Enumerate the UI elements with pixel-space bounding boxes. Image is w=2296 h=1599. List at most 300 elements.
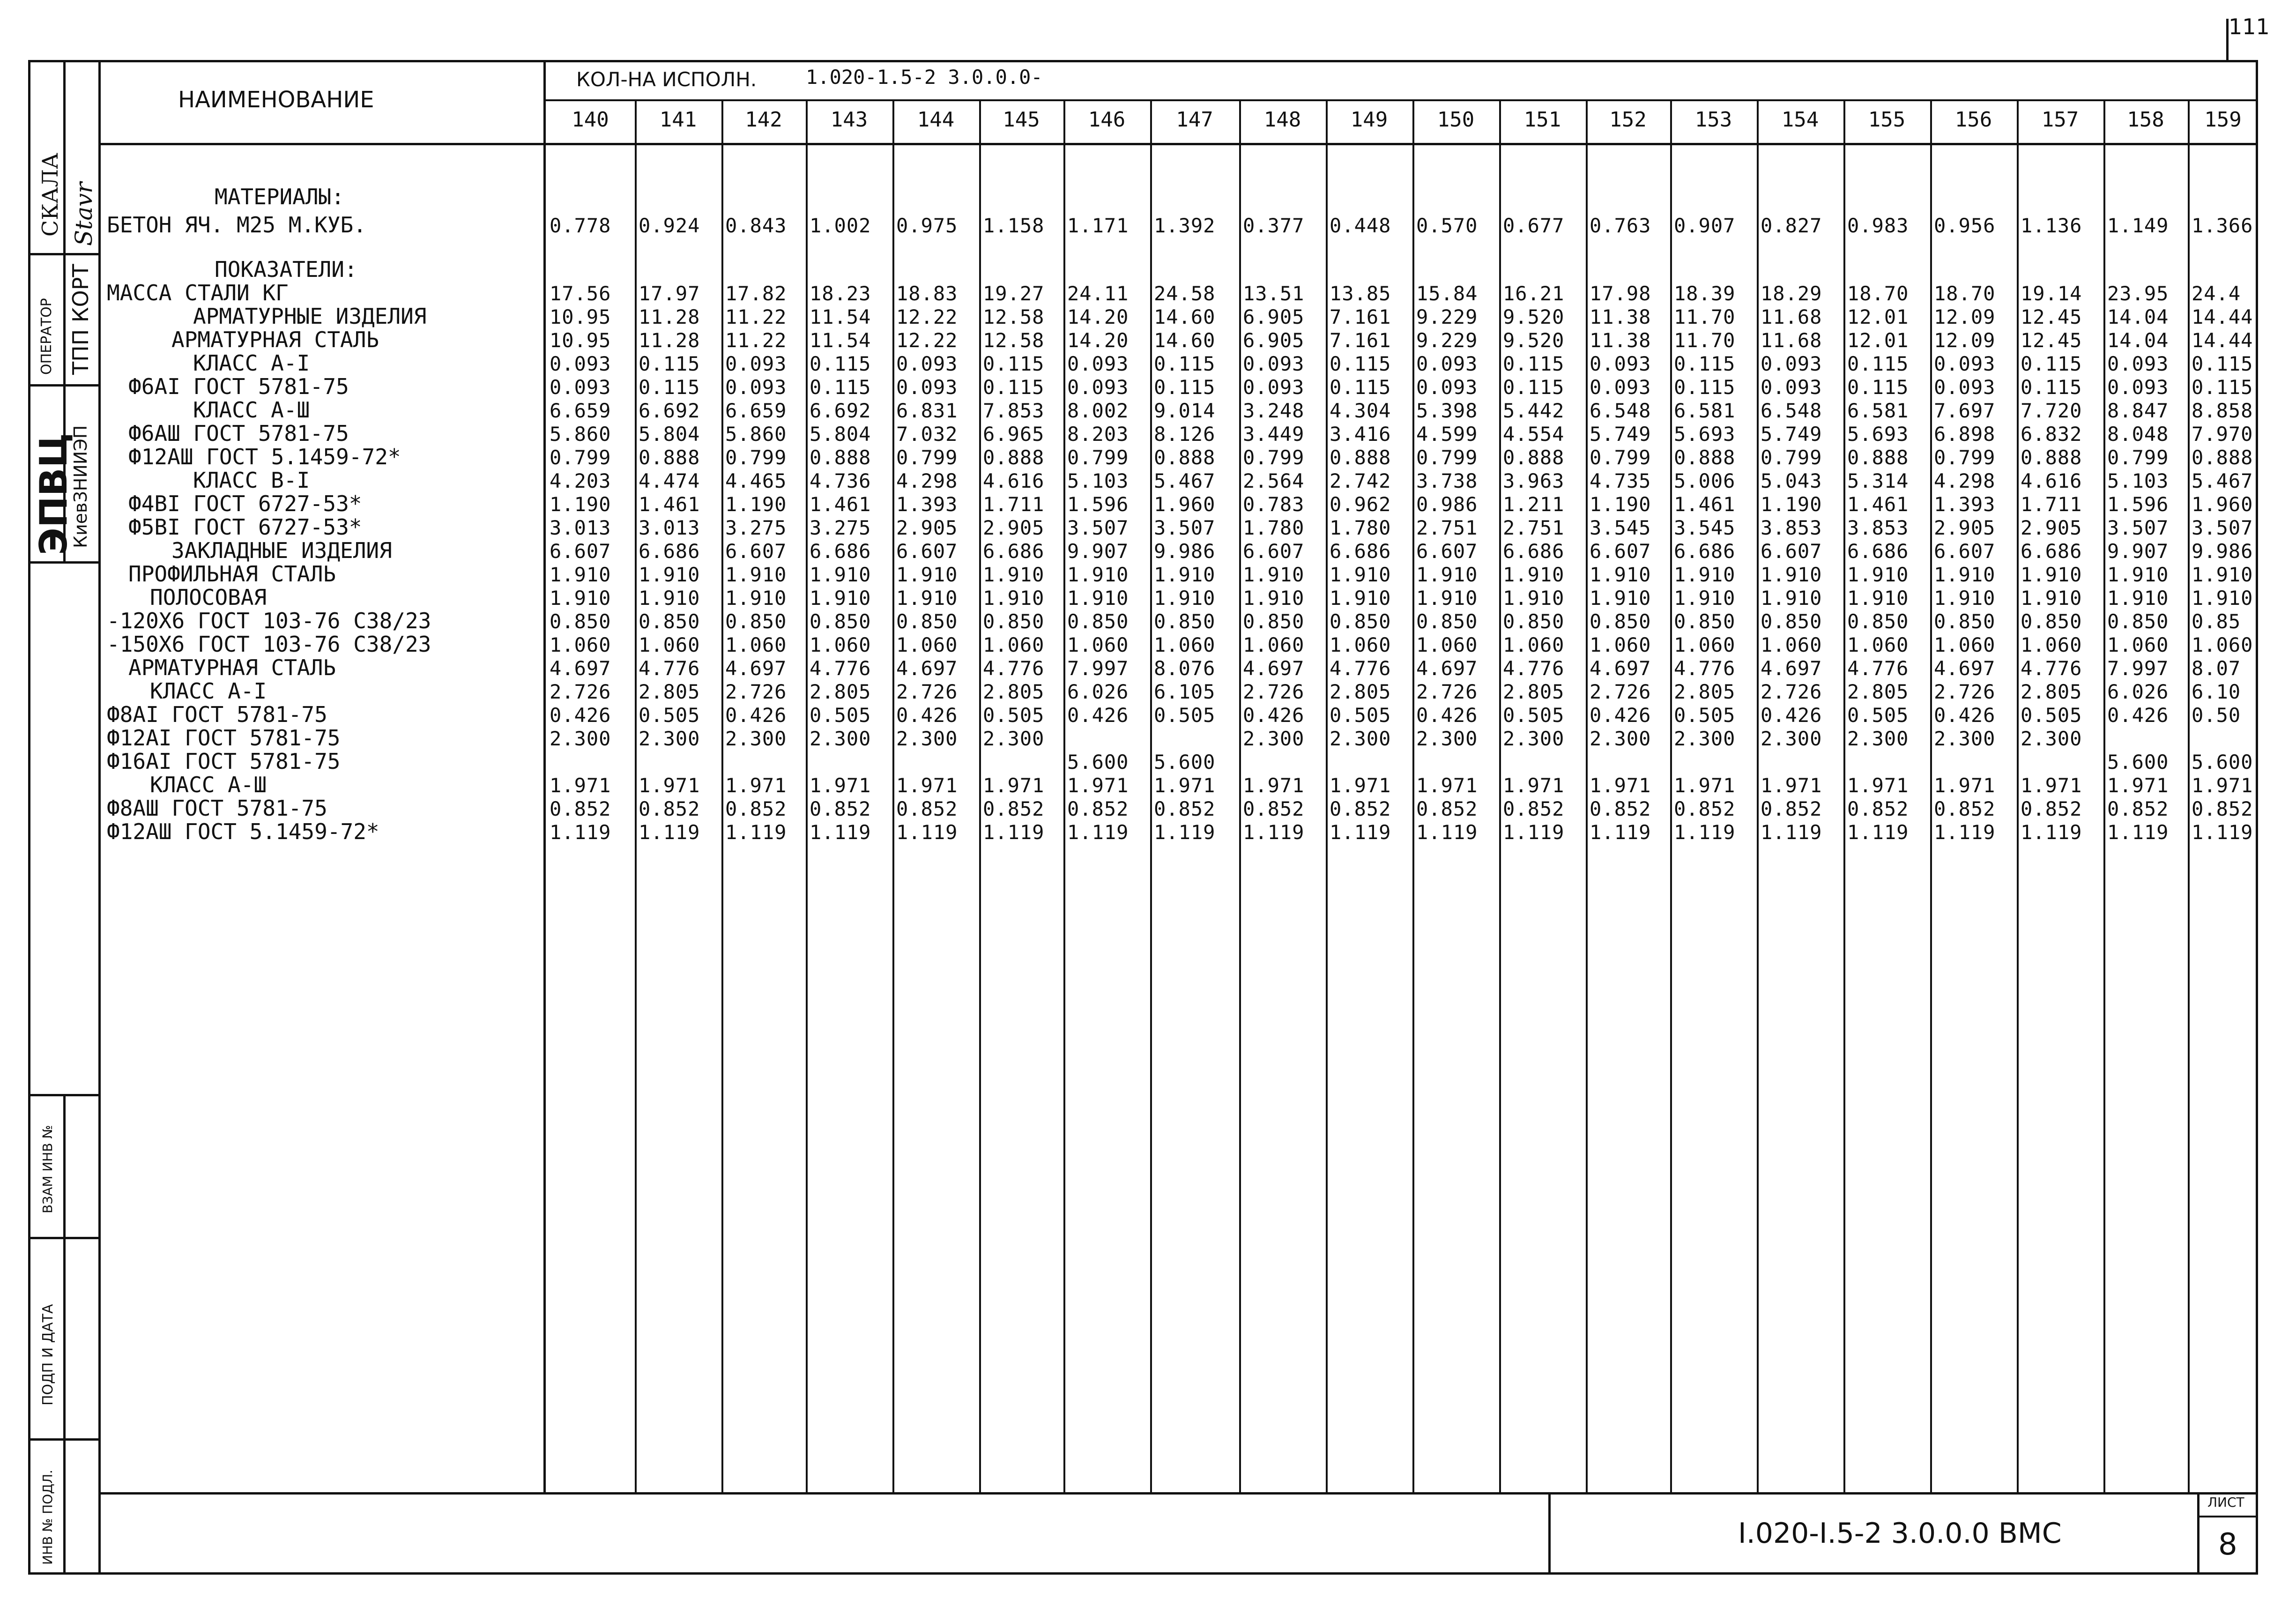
value-cell: 0.956	[1934, 214, 1996, 237]
column-number: 152	[1609, 108, 1647, 132]
value-cell: 1.910	[639, 587, 700, 610]
value-cell: 1.910	[896, 587, 958, 610]
value-cell: 6.832	[2021, 423, 2082, 446]
value-cell: 4.697	[1416, 657, 1478, 680]
row-label: Ф8АI ГОСТ 5781-75	[107, 702, 327, 727]
value-cell: 1.910	[983, 587, 1045, 610]
value-cell: 0.799	[725, 446, 787, 469]
value-cell: 2.300	[1934, 727, 1996, 750]
value-cell: 1.060	[1503, 633, 1565, 656]
value-cell: 6.607	[1416, 540, 1478, 563]
column-line	[1063, 99, 1065, 1492]
value-cell: 6.692	[639, 399, 700, 422]
value-cell: 3.248	[1243, 399, 1305, 422]
value-cell: 5.600	[2192, 751, 2253, 773]
value-cell: 5.804	[810, 423, 871, 446]
value-cell: 5.860	[550, 423, 611, 446]
value-cell: 0.888	[2192, 446, 2253, 469]
value-cell: 1.971	[1761, 774, 1822, 797]
value-cell: 1.190	[725, 493, 787, 516]
value-cell: 0.850	[639, 610, 700, 633]
value-cell: 6.607	[896, 540, 958, 563]
value-cell: 6.831	[896, 399, 958, 422]
value-cell: 0.799	[550, 446, 611, 469]
stamp-sep-6	[28, 1438, 101, 1441]
value-cell: 15.84	[1416, 282, 1478, 305]
value-cell: 1.119	[1416, 821, 1478, 844]
value-cell: 5.600	[1067, 751, 1129, 773]
value-cell: 2.805	[1674, 680, 1736, 703]
value-cell: 5.804	[639, 423, 700, 446]
column-line	[1586, 99, 1588, 1492]
value-cell: 2.300	[896, 727, 958, 750]
value-cell: 1.910	[725, 563, 787, 586]
value-cell: 4.697	[1243, 657, 1305, 680]
value-cell: 1.910	[1243, 563, 1305, 586]
value-cell: 0.850	[1590, 610, 1651, 633]
value-cell: 1.461	[639, 493, 700, 516]
value-cell: 2.726	[1243, 680, 1305, 703]
value-cell: 0.505	[810, 704, 871, 727]
value-cell: 0.093	[1416, 376, 1478, 399]
value-cell: 1.060	[1674, 633, 1736, 656]
value-cell: 0.850	[1067, 610, 1129, 633]
value-cell: 6.581	[1674, 399, 1736, 422]
value-cell: 0.888	[1847, 446, 1909, 469]
value-cell: 4.465	[725, 469, 787, 492]
value-cell: 18.70	[1847, 282, 1909, 305]
value-cell: 0.115	[1154, 376, 1216, 399]
value-cell: 1.060	[639, 633, 700, 656]
value-cell: 4.554	[1503, 423, 1565, 446]
value-cell: 1.780	[1243, 516, 1305, 539]
column-line	[2017, 99, 2019, 1492]
value-cell: 2.300	[550, 727, 611, 750]
value-cell: 1.060	[2021, 633, 2082, 656]
value-cell: 0.850	[810, 610, 871, 633]
value-cell: 0.505	[2021, 704, 2082, 727]
value-cell: 6.965	[983, 423, 1045, 446]
value-cell: 2.805	[1503, 680, 1565, 703]
margin-inv-podl: ИНВ № ПОДЛ.	[40, 1469, 55, 1565]
value-cell: 1.910	[810, 587, 871, 610]
value-cell: 1.119	[1847, 821, 1909, 844]
value-cell: 1.060	[896, 633, 958, 656]
row-label: -120Х6 ГОСТ 103-76 С38/23	[107, 608, 431, 633]
value-cell: 1.910	[896, 563, 958, 586]
value-cell: 0.850	[725, 610, 787, 633]
value-cell: 16.21	[1503, 282, 1565, 305]
value-cell: 0.852	[983, 797, 1045, 820]
value-cell: 12.45	[2021, 329, 2082, 352]
value-cell: 0.115	[1847, 376, 1909, 399]
value-cell: 7.697	[1934, 399, 1996, 422]
row-label: ПРОФИЛЬНАЯ СТАЛЬ	[128, 561, 336, 587]
value-cell: 17.82	[725, 282, 787, 305]
value-cell: 0.115	[1154, 352, 1216, 375]
value-cell: 2.751	[1416, 516, 1478, 539]
value-cell: 17.97	[639, 282, 700, 305]
column-number: 146	[1088, 108, 1126, 132]
value-cell: 6.686	[1674, 540, 1736, 563]
value-cell: 14.20	[1067, 329, 1129, 352]
value-cell: 14.60	[1154, 329, 1216, 352]
value-cell: 1.910	[1416, 587, 1478, 610]
value-cell: 14.20	[1067, 305, 1129, 328]
value-cell: 13.85	[1330, 282, 1391, 305]
value-cell: 1.119	[1761, 821, 1822, 844]
value-cell: 8.07	[2192, 657, 2241, 680]
value-cell: 0.093	[1067, 352, 1129, 375]
value-cell: 1.910	[1847, 563, 1909, 586]
title-block-divider	[1548, 1492, 1551, 1575]
value-cell: 0.093	[550, 352, 611, 375]
value-cell: 1.392	[1154, 214, 1216, 237]
value-cell: 1.461	[810, 493, 871, 516]
value-cell: 7.997	[2107, 657, 2169, 680]
value-cell: 1.971	[2021, 774, 2082, 797]
value-cell: 1.711	[2021, 493, 2082, 516]
value-cell: 0.115	[1503, 376, 1565, 399]
value-cell: 0.85	[2192, 610, 2241, 633]
value-cell: 1.910	[1934, 563, 1996, 586]
value-cell: 12.01	[1847, 305, 1909, 328]
value-cell: 0.093	[896, 352, 958, 375]
value-cell: 0.115	[1847, 352, 1909, 375]
value-cell: 1.971	[1330, 774, 1391, 797]
value-cell: 18.70	[1934, 282, 1996, 305]
value-cell: 1.971	[2192, 774, 2253, 797]
value-cell: 1.149	[2107, 214, 2169, 237]
value-cell: 5.314	[1847, 469, 1909, 492]
value-cell: 2.300	[725, 727, 787, 750]
value-cell: 0.093	[1243, 352, 1305, 375]
value-cell: 0.115	[1330, 376, 1391, 399]
value-cell: 2.564	[1243, 469, 1305, 492]
value-cell: 14.44	[2192, 329, 2253, 352]
row-label: Ф4ВI ГОСТ 6727-53*	[128, 491, 362, 516]
value-cell: 1.119	[639, 821, 700, 844]
value-cell: 3.416	[1330, 423, 1391, 446]
value-cell: 2.300	[639, 727, 700, 750]
value-cell: 1.910	[550, 587, 611, 610]
column-number: 153	[1694, 108, 1732, 132]
stamp-sep-5	[28, 1237, 101, 1239]
value-cell: 0.093	[2107, 352, 2169, 375]
margin-vzam: ВЗАМ ИНВ №	[40, 1125, 55, 1213]
value-cell: 5.442	[1503, 399, 1565, 422]
value-cell: 5.006	[1674, 469, 1736, 492]
margin-outer-line	[98, 60, 101, 1575]
value-cell: 17.98	[1590, 282, 1651, 305]
value-cell: 1.136	[2021, 214, 2082, 237]
value-cell: 3.013	[550, 516, 611, 539]
value-cell: 4.697	[896, 657, 958, 680]
value-cell: 0.888	[983, 446, 1045, 469]
value-cell: 0.850	[1934, 610, 1996, 633]
value-cell: 1.119	[1674, 821, 1736, 844]
value-cell: 0.093	[1761, 376, 1822, 399]
value-cell: 9.229	[1416, 329, 1478, 352]
value-cell: 2.805	[639, 680, 700, 703]
value-cell: 0.377	[1243, 214, 1305, 237]
value-cell: 7.032	[896, 423, 958, 446]
column-line	[1757, 99, 1759, 1492]
value-cell: 10.95	[550, 329, 611, 352]
value-cell: 1.971	[1934, 774, 1996, 797]
value-cell: 5.398	[1416, 399, 1478, 422]
sheet-box-left	[2197, 1492, 2199, 1575]
value-cell: 4.776	[639, 657, 700, 680]
value-cell: 4.776	[983, 657, 1045, 680]
value-cell: 11.68	[1761, 305, 1822, 328]
value-cell: 3.275	[725, 516, 787, 539]
value-cell: 0.505	[1503, 704, 1565, 727]
value-cell: 7.161	[1330, 329, 1391, 352]
value-cell: 1.971	[725, 774, 787, 797]
value-cell: 0.852	[2021, 797, 2082, 820]
value-cell: 2.726	[1416, 680, 1478, 703]
value-cell: 0.505	[1154, 704, 1216, 727]
value-cell: 2.905	[1934, 516, 1996, 539]
value-cell: 1.190	[1590, 493, 1651, 516]
value-cell: 6.905	[1243, 329, 1305, 352]
value-cell: 0.888	[1154, 446, 1216, 469]
value-cell: 12.22	[896, 329, 958, 352]
stamp-kiev: КиевЗНИИЭП	[70, 425, 91, 548]
row-label: Ф16АI ГОСТ 5781-75	[107, 749, 341, 774]
value-cell: 5.749	[1590, 423, 1651, 446]
value-cell: 23.95	[2107, 282, 2169, 305]
value-cell: 1.971	[639, 774, 700, 797]
row-label: МАССА СТАЛИ КГ	[107, 280, 289, 305]
value-cell: 6.905	[1243, 305, 1305, 328]
value-cell: 1.119	[2192, 821, 2253, 844]
value-cell: 1.119	[1243, 821, 1305, 844]
value-cell: 2.805	[1330, 680, 1391, 703]
value-cell: 1.366	[2192, 214, 2253, 237]
column-number: 155	[1868, 108, 1906, 132]
stamp-signature: Stavr	[70, 182, 97, 246]
value-cell: 1.910	[2107, 563, 2169, 586]
value-cell: 0.850	[1503, 610, 1565, 633]
column-number: 159	[2204, 108, 2242, 132]
value-cell: 2.742	[1330, 469, 1391, 492]
value-cell: 1.119	[725, 821, 787, 844]
value-cell: 5.467	[1154, 469, 1216, 492]
value-cell: 0.799	[1416, 446, 1478, 469]
value-cell: 11.68	[1761, 329, 1822, 352]
value-cell: 4.776	[810, 657, 871, 680]
value-cell: 0.115	[639, 376, 700, 399]
column-line	[892, 99, 894, 1492]
value-cell: 6.686	[983, 540, 1045, 563]
value-cell: 1.910	[1847, 587, 1909, 610]
value-cell: 1.910	[1761, 563, 1822, 586]
value-cell: 1.971	[1154, 774, 1216, 797]
value-cell: 0.852	[1847, 797, 1909, 820]
column-number: 150	[1437, 108, 1475, 132]
stamp-sep-1	[28, 253, 101, 255]
row-label: Ф6АШ ГОСТ 5781-75	[128, 421, 349, 446]
value-cell: 1.910	[1154, 587, 1216, 610]
value-cell: 0.426	[896, 704, 958, 727]
row-label: Ф12АI ГОСТ 5781-75	[107, 725, 341, 751]
value-cell: 1.960	[2192, 493, 2253, 516]
sheet-number: 8	[2218, 1527, 2237, 1562]
value-cell: 1.461	[1847, 493, 1909, 516]
value-cell: 2.805	[810, 680, 871, 703]
value-cell: 11.70	[1674, 329, 1736, 352]
value-cell: 1.190	[1761, 493, 1822, 516]
value-cell: 1.910	[2192, 563, 2253, 586]
value-cell: 6.686	[1330, 540, 1391, 563]
column-line	[1239, 99, 1241, 1492]
value-cell: 12.58	[983, 329, 1045, 352]
value-cell: 0.093	[1761, 352, 1822, 375]
value-cell: 11.54	[810, 329, 871, 352]
page-number-tick	[2226, 19, 2229, 61]
value-cell: 8.126	[1154, 423, 1216, 446]
value-cell: 6.686	[810, 540, 871, 563]
value-cell: 0.115	[1674, 352, 1736, 375]
value-cell: 0.677	[1503, 214, 1565, 237]
value-cell: 1.910	[810, 563, 871, 586]
value-cell: 3.507	[1067, 516, 1129, 539]
value-cell: 6.548	[1590, 399, 1651, 422]
value-cell: 6.692	[810, 399, 871, 422]
value-cell: 9.907	[2107, 540, 2169, 563]
sheet-label: ЛИСТ	[2207, 1495, 2244, 1510]
value-cell: 1.158	[983, 214, 1045, 237]
value-cell: 0.852	[1674, 797, 1736, 820]
value-cell: 12.01	[1847, 329, 1909, 352]
value-cell: 0.888	[1674, 446, 1736, 469]
value-cell: 1.910	[2021, 587, 2082, 610]
value-cell: 5.103	[2107, 469, 2169, 492]
value-cell: 0.852	[639, 797, 700, 820]
value-cell: 0.888	[1330, 446, 1391, 469]
value-cell: 2.905	[983, 516, 1045, 539]
value-cell: 11.28	[639, 329, 700, 352]
value-cell: 4.697	[725, 657, 787, 680]
value-cell: 6.607	[1590, 540, 1651, 563]
value-cell: 1.060	[1243, 633, 1305, 656]
value-cell: 8.002	[1067, 399, 1129, 422]
value-cell: 12.09	[1934, 329, 1996, 352]
value-cell: 24.11	[1067, 282, 1129, 305]
stamp-sep-4	[28, 1094, 101, 1096]
column-number: 143	[830, 108, 868, 132]
value-cell: 1.971	[2107, 774, 2169, 797]
value-cell: 1.060	[1847, 633, 1909, 656]
value-cell: 4.203	[550, 469, 611, 492]
value-cell: 0.852	[896, 797, 958, 820]
value-cell: 6.581	[1847, 399, 1909, 422]
value-cell: 0.850	[1761, 610, 1822, 633]
column-line	[1843, 99, 1845, 1492]
value-cell: 0.505	[1847, 704, 1909, 727]
value-cell: 1.060	[983, 633, 1045, 656]
value-cell: 0.799	[896, 446, 958, 469]
value-cell: 4.736	[810, 469, 871, 492]
value-cell: 0.850	[983, 610, 1045, 633]
drawing-designation: I.020-I.5-2 3.0.0.0 ВМС	[1738, 1517, 2062, 1550]
column-number: 140	[572, 108, 609, 132]
row-label: Ф12АШ ГОСТ 5.1459-72*	[107, 819, 379, 844]
value-cell: 1.910	[550, 563, 611, 586]
value-cell: 0.448	[1330, 214, 1391, 237]
row-label: АРМАТУРНЫЕ ИЗДЕЛИЯ	[193, 304, 427, 329]
value-cell: 19.27	[983, 282, 1045, 305]
row-label: АРМАТУРНАЯ СТАЛЬ	[128, 655, 336, 680]
header-name-label: НАИМЕНОВАНИЕ	[178, 87, 374, 113]
page-number: 111	[2229, 14, 2270, 39]
value-cell: 1.002	[810, 214, 871, 237]
row-label: -150Х6 ГОСТ 103-76 С38/23	[107, 632, 431, 657]
value-cell: 0.852	[725, 797, 787, 820]
value-cell: 0.426	[725, 704, 787, 727]
value-cell: 1.461	[1674, 493, 1736, 516]
value-cell: 1.910	[1590, 587, 1651, 610]
value-cell: 6.607	[1243, 540, 1305, 563]
value-cell: 0.888	[639, 446, 700, 469]
value-cell: 1.910	[1330, 563, 1391, 586]
value-cell: 3.853	[1847, 516, 1909, 539]
value-cell: 0.783	[1243, 493, 1305, 516]
value-cell: 1.960	[1154, 493, 1216, 516]
header-sub-line	[543, 99, 2258, 101]
value-cell: 9.986	[1154, 540, 1216, 563]
value-cell: 1.971	[810, 774, 871, 797]
value-cell: 1.910	[2021, 563, 2082, 586]
value-cell: 2.805	[2021, 680, 2082, 703]
value-cell: 1.119	[1590, 821, 1651, 844]
value-cell: 12.58	[983, 305, 1045, 328]
value-cell: 2.726	[1590, 680, 1651, 703]
value-cell: 2.300	[983, 727, 1045, 750]
value-cell: 7.720	[2021, 399, 2082, 422]
value-cell: 0.426	[1416, 704, 1478, 727]
value-cell: 1.060	[1067, 633, 1129, 656]
value-cell: 4.697	[1590, 657, 1651, 680]
value-cell: 6.105	[1154, 680, 1216, 703]
column-line	[721, 99, 723, 1492]
value-cell: 0.50	[2192, 704, 2241, 727]
value-cell: 5.600	[1154, 751, 1216, 773]
value-cell: 0.852	[2107, 797, 2169, 820]
value-cell: 0.852	[2192, 797, 2253, 820]
header-series-code: 1.020-1.5-2 3.0.0.0-	[806, 66, 1043, 89]
value-cell: 0.852	[1416, 797, 1478, 820]
value-cell: 1.910	[1503, 563, 1565, 586]
column-number: 147	[1176, 108, 1213, 132]
value-cell: 19.14	[2021, 282, 2082, 305]
value-cell: 0.888	[2021, 446, 2082, 469]
value-cell: 0.505	[983, 704, 1045, 727]
column-line	[1670, 99, 1672, 1492]
value-cell: 1.971	[1416, 774, 1478, 797]
column-line	[1150, 99, 1152, 1492]
value-cell: 1.910	[1934, 587, 1996, 610]
value-cell: 2.300	[1761, 727, 1822, 750]
value-cell: 1.119	[1067, 821, 1129, 844]
value-cell: 2.300	[1416, 727, 1478, 750]
value-cell: 9.014	[1154, 399, 1216, 422]
value-cell: 2.726	[896, 680, 958, 703]
value-cell: 0.093	[1067, 376, 1129, 399]
value-cell: 1.910	[1416, 563, 1478, 586]
